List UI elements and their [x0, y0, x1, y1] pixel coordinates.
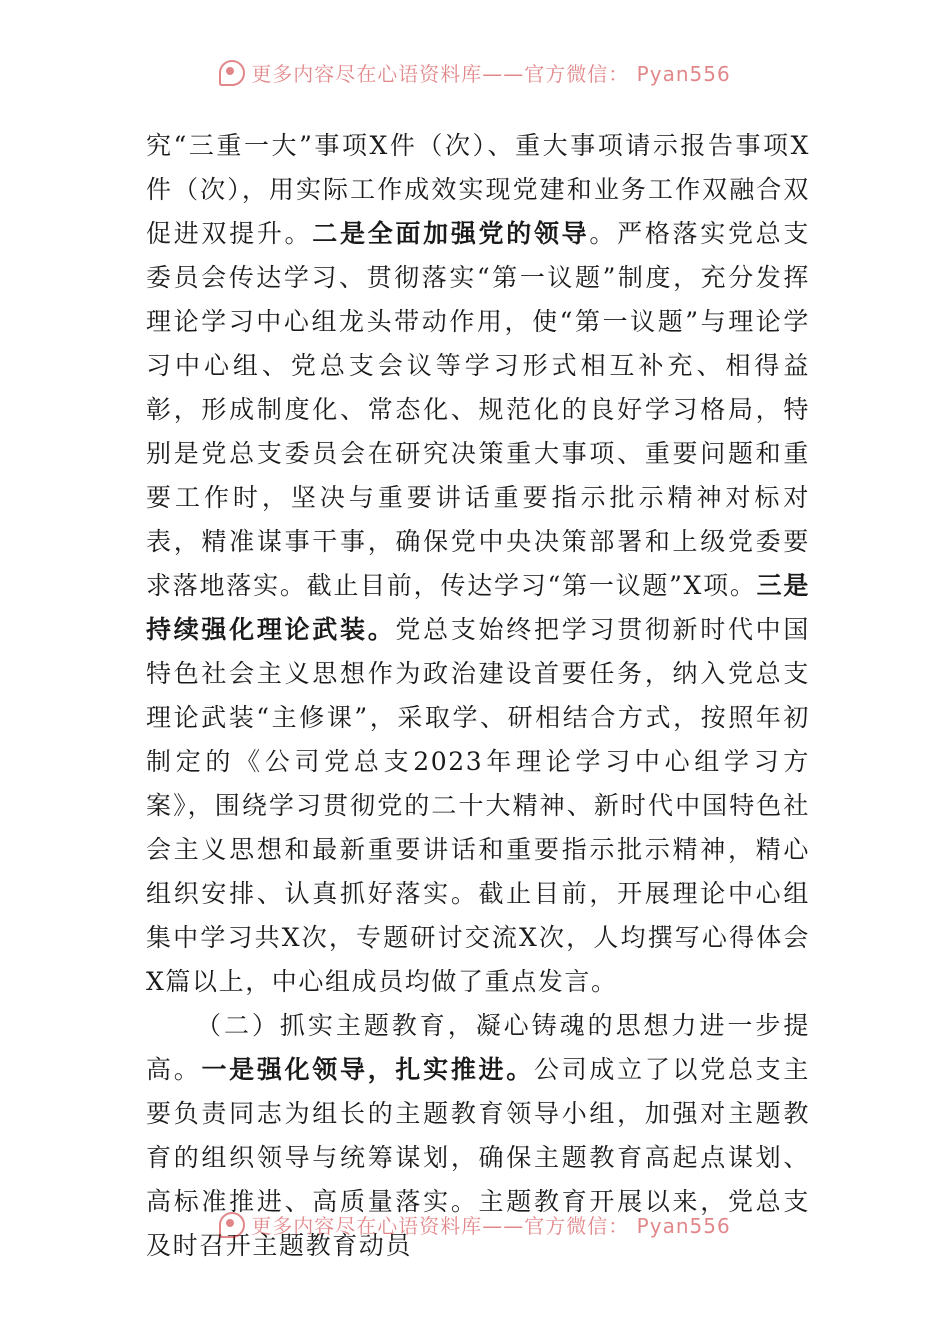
- watermark-logo-icon: [219, 1212, 245, 1238]
- document-body: [146, 124, 810, 1268]
- paragraph-1-text-a: 究“三重一大”事项X件（次）、重大事项请示报告事项X件（次），用实际工作成效实现党建和业务工作双融合双促进双提升。: [146, 131, 810, 248]
- paragraph-1-text-c: 党总支始终把学习贯彻新时代中国特色社会主义思想作为政治建设首要任务，纳入党总支理论武装“主修课”，采取学、研相结合方式，按照年初制定的《公司党总支2023年理论学习中心组学习方案》，围绕学习贯彻党的二十大精神、新时代中国特色社会主义思想和最新重要讲话和重要指示批示精神，精心组织安排、认真抓好落实。截止目前，开展理论中心组集中学习共X次，专题研讨交流X次，人均撰写心得体会X篇以上，中心组成员均做了重点发言。: [146, 615, 810, 996]
- paragraph-1-text-b: 。严格落实党总支委员会传达学习、贯彻落实“第一议题”制度，充分发挥理论学习中心组龙头带动作用，使“第一议题”与理论学习中心组、党总支会议等学习形式相互补充、相得益彰，形成制度化、常态化、规范化的良好学习格局，特别是党总支委员会在研究决策重大事项、重要问题和重要工作时，坚决与重要讲话重要指示批示精神对标对表，精准谋事干事，确保党中央决策部署和上级党委要求落地落实。截止目前，传达学习“第一议题”X项。: [146, 219, 810, 600]
- header-watermark-text: 更多内容尽在心语资料库——官方微信： Pyan556: [251, 62, 731, 86]
- watermark-logo-icon: [219, 60, 245, 86]
- section-heading: （二）抓实主题教育，凝心铸魂的思想力进一步提高。: [146, 1011, 810, 1084]
- paragraph-1: [146, 124, 810, 1004]
- footer-watermark: [0, 1210, 950, 1239]
- paragraph-1-bold-b: 三是持续强化理论武装。: [146, 571, 810, 644]
- header-watermark: [0, 58, 950, 87]
- paragraph-1-bold-a: 二是全面加强党的领导: [312, 219, 590, 248]
- paragraph-2-text-b: 公司成立了以党总支主要负责同志为组长的主题教育领导小组，加强对主题教育的组织领导与统筹谋划，确保主题教育高起点谋划、高标准推进、高质量落实。主题教育开展以来，党总支及时召开主题教育动员: [146, 1055, 810, 1260]
- footer-watermark-text: 更多内容尽在心语资料库——官方微信： Pyan556: [251, 1214, 731, 1238]
- paragraph-2-bold-a: 一是强化领导，扎实推进。: [201, 1055, 534, 1084]
